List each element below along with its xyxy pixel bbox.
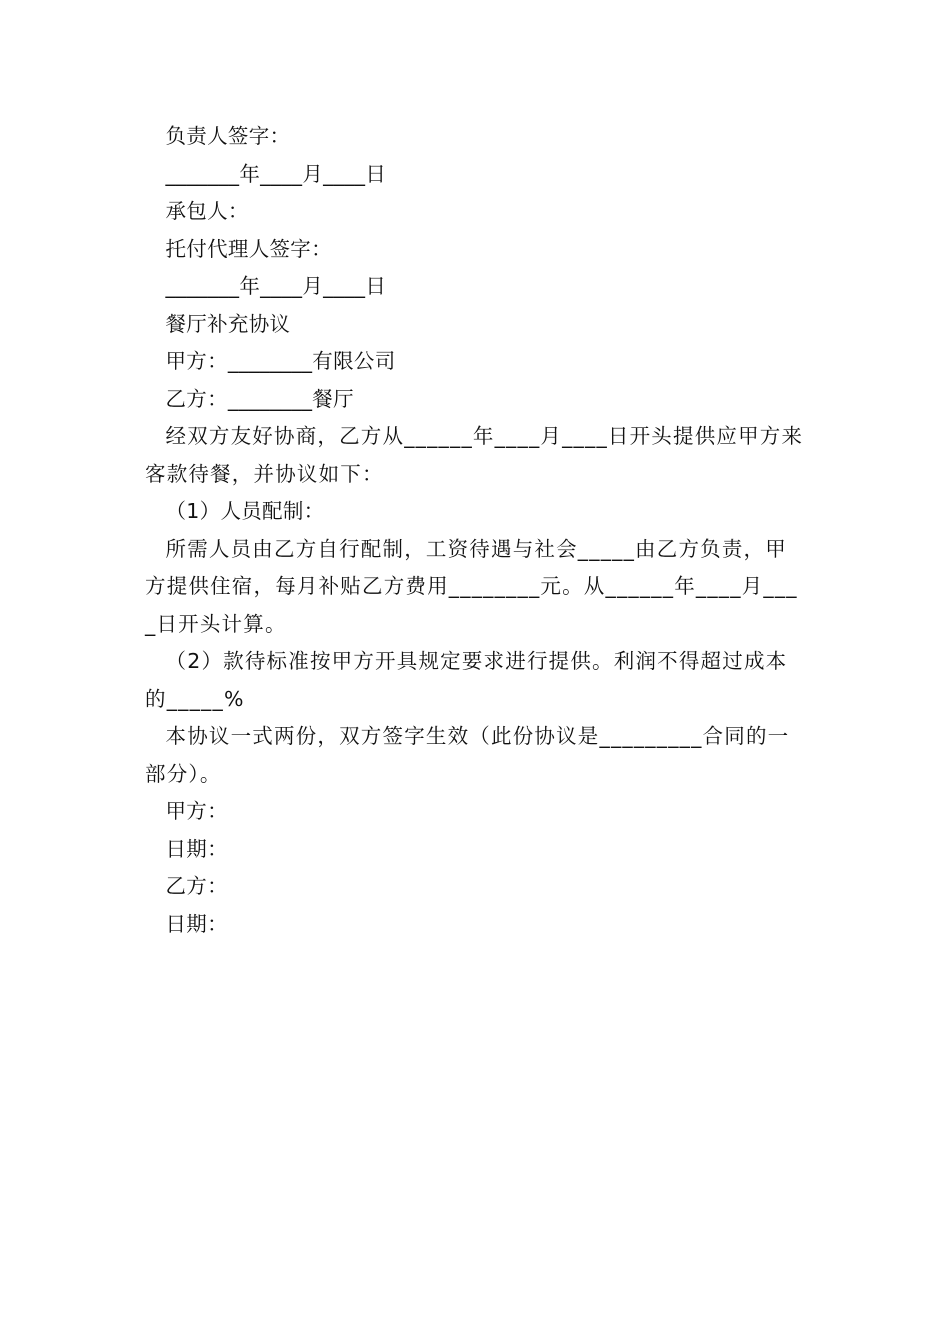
contractor-line: 承包人：	[165, 199, 249, 223]
party-b-date-line: 日期：	[165, 911, 228, 936]
document-title: 餐厅补充协议	[165, 311, 291, 336]
document-body	[145, 118, 807, 943]
party-a-date-line: 日期：	[165, 836, 228, 861]
party-b-signature-line: 乙方：	[165, 874, 228, 898]
signature-line-responsible-person: 负责人签字：	[165, 124, 291, 148]
date-line: _______年____月____日	[165, 274, 387, 298]
date-line: _______年____月____日	[165, 161, 387, 186]
clause-1-paragraph: 所需人员由乙方自行配制，工资待遇与社会_____由乙方负责，甲方提供住宿，每月补贴乙方费用________元。从______年____月____日开头计算。	[145, 536, 798, 636]
party-a-signature-line: 甲方：	[165, 799, 228, 823]
party-b-line: 乙方：________餐厅	[165, 386, 354, 411]
signature-line-agent: 托付代理人签字：	[165, 236, 332, 261]
clause-2-paragraph: （2）款待标准按甲方开具规定要求进行提供。利润不得超过成本的_____%	[145, 649, 788, 711]
agreement-intro-paragraph: 经双方友好协商，乙方从______年____月____日开头提供应甲方来客款待餐，并协议如下：	[145, 424, 804, 486]
party-a-line: 甲方：________有限公司	[165, 349, 396, 373]
agreement-effect-paragraph: 本协议一式两份，双方签字生效（此份协议是_________合同的一部分）。	[145, 724, 790, 786]
clause-1-heading: （1）人员配制：	[165, 499, 325, 523]
